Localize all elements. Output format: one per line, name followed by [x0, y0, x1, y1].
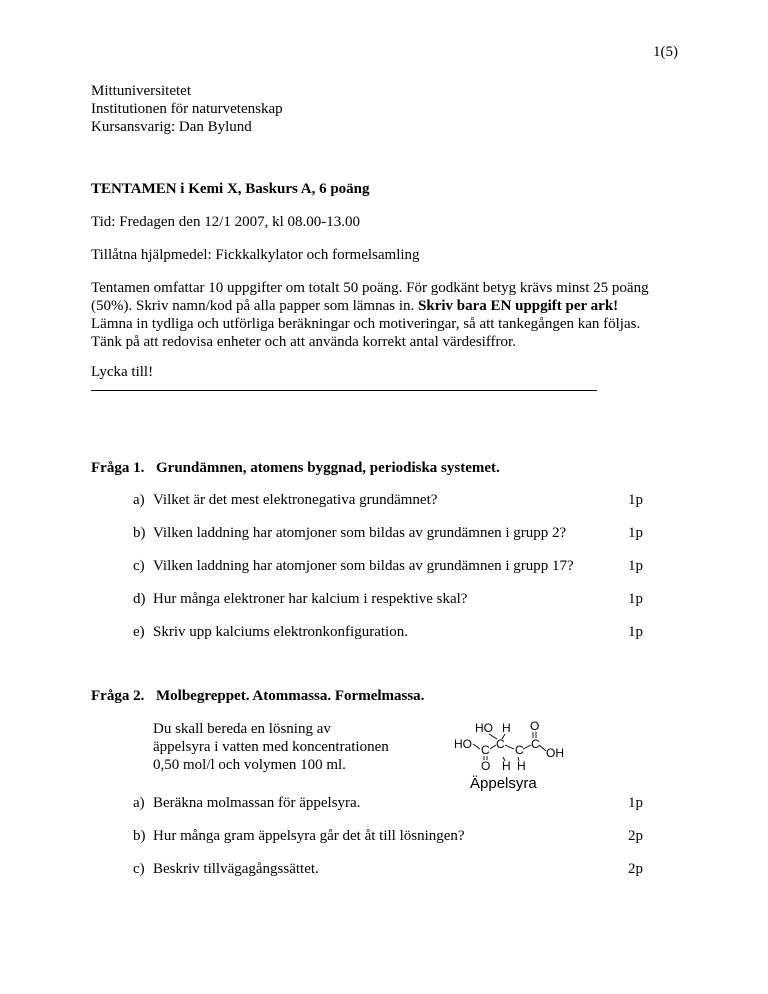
- item-letter: c): [133, 861, 145, 877]
- atom-label-ho-top: HO: [475, 721, 493, 735]
- item-letter: b): [133, 525, 146, 541]
- item-letter: e): [133, 624, 145, 640]
- item-letter: a): [133, 492, 145, 508]
- item-points: 2p: [628, 861, 643, 877]
- item-letter: b): [133, 828, 146, 844]
- question-2-title: Molbegreppet. Atommassa. Formelmassa.: [156, 688, 425, 704]
- document-header: [91, 82, 283, 136]
- item-points: 1p: [628, 558, 643, 574]
- page-number: 1(5): [653, 44, 678, 60]
- item-text: Beräkna molmassan för äppelsyra.: [153, 795, 361, 811]
- atom-label-ho-left: HO: [454, 737, 472, 751]
- question-2-heading: [91, 687, 424, 705]
- question-1-title: Grundämnen, atomens byggnad, periodiska systemet.: [156, 460, 500, 476]
- question-2-description: [153, 720, 389, 774]
- item-points: 1p: [628, 591, 643, 607]
- item-text: Hur många gram äppelsyra går det åt till lösningen?: [153, 828, 465, 844]
- exam-title: TENTAMEN i Kemi X, Baskurs A, 6 poäng: [91, 181, 370, 197]
- item-points: 1p: [628, 624, 643, 640]
- horizontal-divider: [91, 390, 597, 391]
- instructions-line-2: [91, 297, 649, 315]
- description-line-1: Du skall bereda en lösning av: [153, 721, 331, 737]
- description-line-2: äppelsyra i vatten med koncentrationen: [153, 739, 389, 755]
- item-points: 1p: [628, 525, 643, 541]
- item-letter: c): [133, 558, 145, 574]
- course-responsible: Kursansvarig: Dan Bylund: [91, 119, 252, 135]
- description-line-3: 0,50 mol/l och volymen 100 ml.: [153, 757, 346, 773]
- atom-label-c3: C: [515, 743, 524, 757]
- atom-label-c4: C: [531, 737, 540, 751]
- instructions-line-4: Tänk på att redovisa enheter och att använda korrekt antal värdesiffror.: [91, 334, 516, 350]
- item-letter: d): [133, 591, 146, 607]
- item-text: Vilken laddning har atomjoner som bildas av grundämnen i grupp 2?: [153, 525, 567, 541]
- atom-label-h-bottom-1: H: [502, 759, 511, 773]
- molecule-caption: Äppelsyra: [470, 775, 537, 792]
- atom-label-c2: C: [496, 737, 505, 751]
- item-letter: a): [133, 795, 145, 811]
- item-text: Beskriv tillvägagångssättet.: [153, 861, 319, 877]
- instructions-line-3: Lämna in tydliga och utförliga beräkningar och motiveringar, så att tankegången kan följas.: [91, 316, 641, 332]
- allowed-aids: Tillåtna hjälpmedel: Fickkalkylator och formelsamling: [91, 247, 420, 263]
- item-text: Skriv upp kalciums elektronkonfiguration.: [153, 624, 408, 640]
- item-points: 1p: [628, 795, 643, 811]
- item-text: Vilket är det mest elektronegativa grundämnet?: [153, 492, 438, 508]
- greeting: Lycka till!: [91, 364, 154, 380]
- atom-label-h-top: H: [502, 721, 511, 735]
- question-2-number: Fråga 2.: [91, 688, 145, 704]
- instructions-line-2-text: (50%). Skriv namn/kod på alla papper som lämnas in.: [91, 298, 419, 314]
- question-1-number: Fråga 1.: [91, 460, 145, 476]
- question-1-heading: [91, 459, 500, 477]
- instructions-line-1: Tentamen omfattar 10 uppgifter om totalt 50 poäng. För godkänt betyg krävs minst 25 poäng: [91, 280, 649, 296]
- item-text: Vilken laddning har atomjoner som bildas av grundämnen i grupp 17?: [153, 558, 574, 574]
- university-name: Mittuniversitetet: [91, 83, 191, 99]
- atom-label-c1: C: [481, 743, 490, 757]
- item-points: 2p: [628, 828, 643, 844]
- atom-label-oh: OH: [546, 746, 564, 760]
- instructions-emphasis: Skriv bara EN uppgift per ark!: [418, 298, 619, 314]
- atom-label-o-top: O: [530, 719, 540, 733]
- atom-label-o-bottom: O: [481, 759, 491, 773]
- exam-time: Tid: Fredagen den 12/1 2007, kl 08.00-13.00: [91, 214, 361, 230]
- item-points: 1p: [628, 492, 643, 508]
- department-name: Institutionen för naturvetenskap: [91, 101, 283, 117]
- item-text: Hur många elektroner har kalcium i respektive skal?: [153, 591, 468, 607]
- atom-label-h-bottom-2: H: [517, 759, 526, 773]
- exam-instructions: [91, 279, 649, 351]
